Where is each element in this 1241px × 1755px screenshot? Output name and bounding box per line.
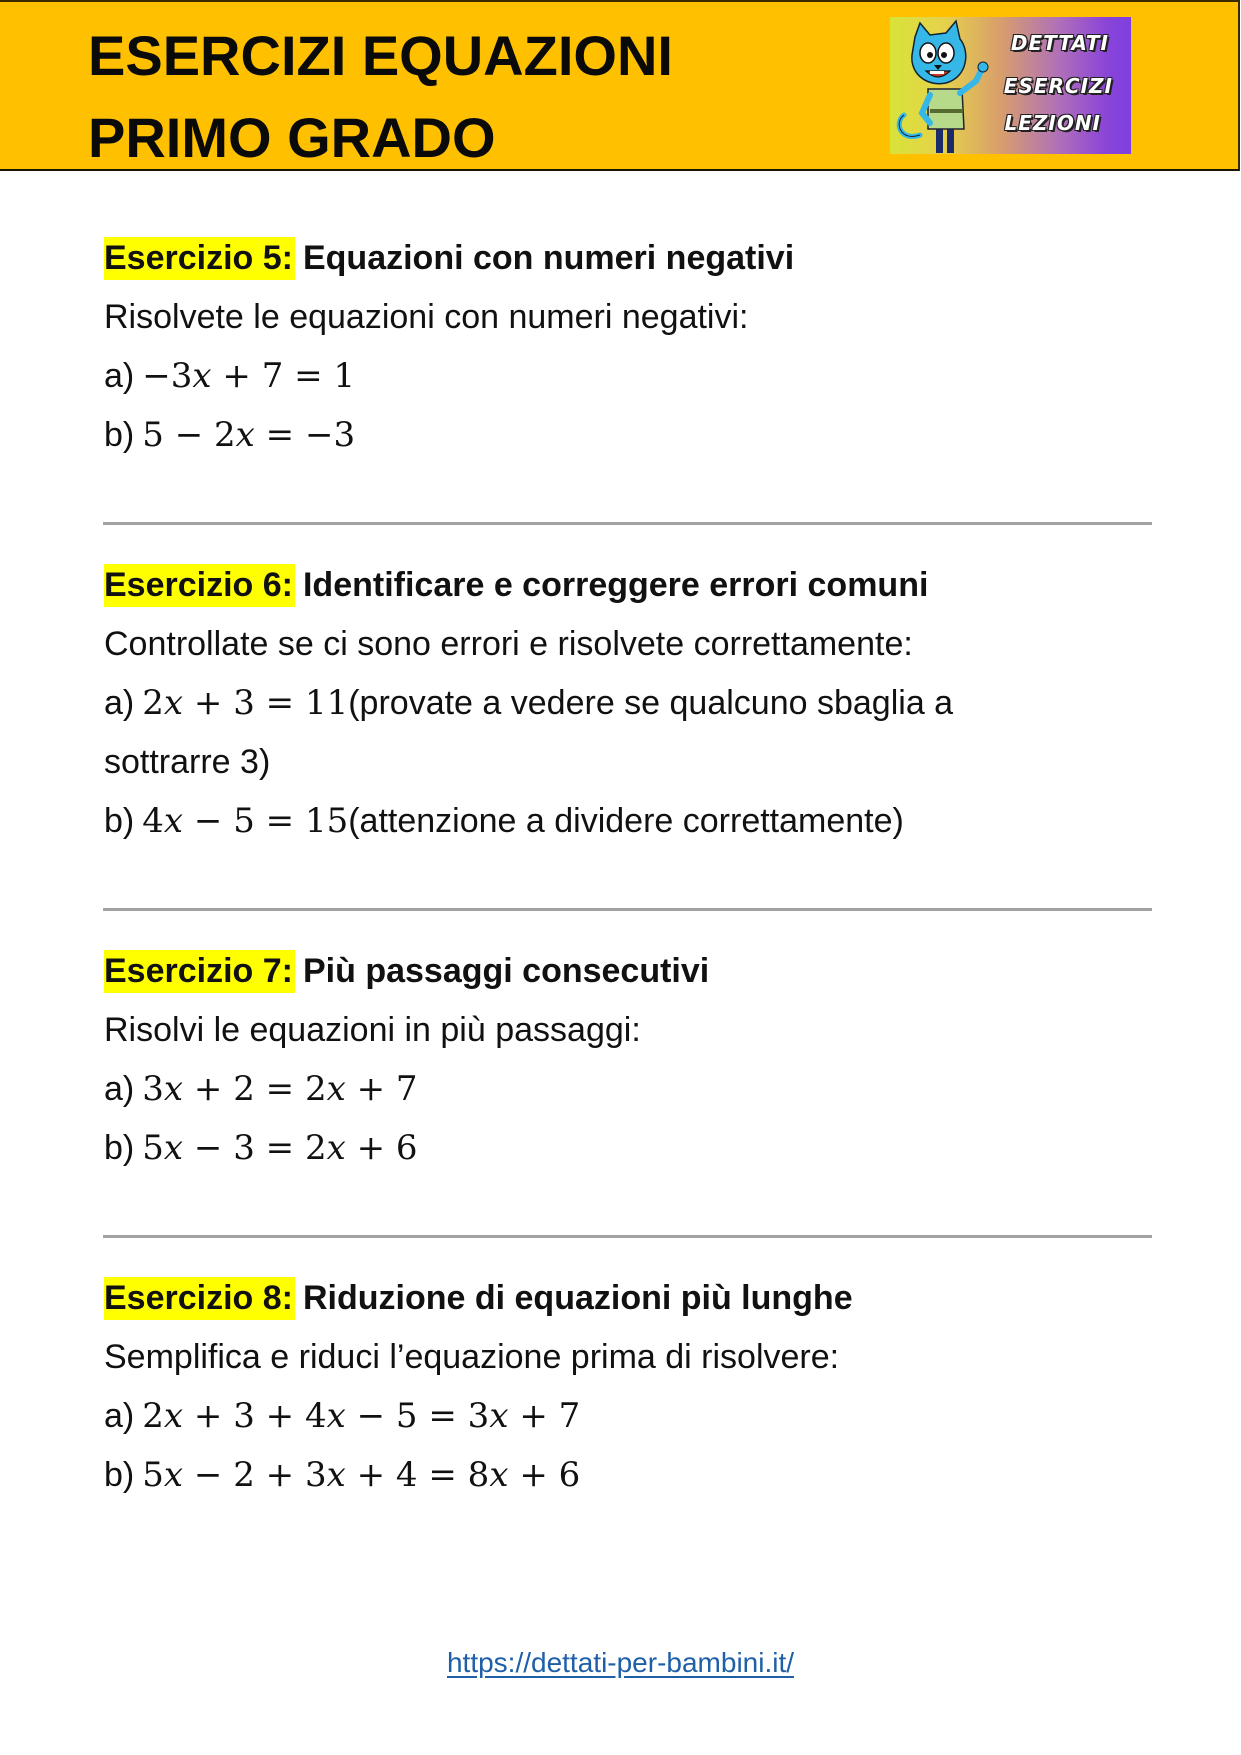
exercise-title: Identificare e correggere errori comuni	[302, 566, 929, 604]
exercise-heading	[104, 942, 1164, 1001]
variable-x: x	[163, 1396, 184, 1436]
section-divider	[103, 908, 1152, 911]
variable-x: x	[489, 1396, 509, 1436]
exercise-title: Più passaggi consecutivi	[302, 952, 710, 990]
section-divider	[103, 1235, 1152, 1238]
item-note-continued: sottrarre 3)	[104, 743, 271, 781]
item-letter: a)	[104, 1070, 135, 1108]
variable-x: x	[163, 1455, 184, 1495]
exercise-label: Esercizio 5:	[104, 237, 295, 280]
item-note: (attenzione a dividere correttamente)	[348, 802, 904, 840]
variable-x: x	[489, 1455, 509, 1495]
variable-x: x	[163, 1128, 184, 1168]
item-letter: a)	[104, 684, 135, 722]
page-header	[0, 0, 1240, 171]
header-title-line-2: PRIMO GRADO	[88, 106, 496, 169]
exercise-item	[104, 347, 1164, 406]
variable-x: x	[326, 1455, 346, 1495]
item-letter: b)	[104, 1456, 135, 1494]
item-note: (provate a vedere se qualcuno sbaglia a	[348, 684, 954, 722]
equation: 2x + 3 = 11	[142, 683, 349, 723]
exercise-heading	[104, 1269, 1164, 1328]
exercise-label: Esercizio 6:	[104, 564, 295, 607]
exercise-instruction: Risolvete le equazioni con numeri negativi:	[104, 298, 749, 336]
header-title-line-1: ESERCIZI EQUAZIONI	[88, 24, 673, 87]
site-logo	[890, 17, 1131, 154]
variable-x: x	[163, 683, 184, 723]
item-letter: a)	[104, 357, 135, 395]
logo-word-lezioni: LEZIONI	[1004, 111, 1101, 135]
item-letter: b)	[104, 802, 135, 840]
exercise-label: Esercizio 7:	[104, 950, 295, 993]
exercise-item	[104, 1060, 1164, 1119]
exercise-6	[104, 556, 1164, 851]
footer	[0, 1647, 1241, 1679]
item-letter: b)	[104, 416, 135, 454]
equation: 3x + 2 = 2x + 7	[142, 1069, 418, 1109]
exercise-title: Riduzione di equazioni più lunghe	[302, 1279, 853, 1317]
logo-word-esercizi: ESERCIZI	[1003, 74, 1113, 98]
exercise-item	[104, 674, 1164, 733]
variable-x: x	[326, 1069, 346, 1109]
equation: −3x + 7 = 1	[142, 356, 356, 396]
exercise-item	[104, 1446, 1164, 1505]
equation: 4x − 5 = 15	[142, 801, 349, 841]
variable-x: x	[235, 415, 255, 455]
equation: 5 − 2x = −3	[142, 415, 356, 455]
cat-mascot-icon	[890, 17, 1000, 154]
variable-x: x	[326, 1128, 346, 1168]
exercise-item	[104, 792, 1164, 851]
exercise-5	[104, 229, 1164, 465]
exercise-item	[104, 1387, 1164, 1446]
exercise-item	[104, 1119, 1164, 1178]
exercise-label: Esercizio 8:	[104, 1277, 295, 1320]
equation: 5x − 3 = 2x + 6	[142, 1128, 418, 1168]
variable-x: x	[163, 801, 184, 841]
logo-word-dettati: DETTATI	[1010, 31, 1109, 55]
item-letter: a)	[104, 1397, 135, 1435]
exercise-instruction: Controllate se ci sono errori e risolvete correttamente:	[104, 625, 913, 663]
equation: 5x − 2 + 3x + 4 = 8x + 6	[142, 1455, 581, 1495]
equation: 2x + 3 + 4x − 5 = 3x + 7	[142, 1396, 581, 1436]
section-divider	[103, 522, 1152, 525]
exercise-heading	[104, 556, 1164, 615]
exercise-heading	[104, 229, 1164, 288]
variable-x: x	[326, 1396, 346, 1436]
exercise-7	[104, 942, 1164, 1178]
exercise-item	[104, 406, 1164, 465]
variable-x: x	[192, 356, 212, 396]
exercise-instruction: Risolvi le equazioni in più passaggi:	[104, 1011, 641, 1049]
exercise-title: Equazioni con numeri negativi	[302, 239, 795, 277]
item-letter: b)	[104, 1129, 135, 1167]
variable-x: x	[163, 1069, 184, 1109]
exercise-instruction: Semplifica e riduci l’equazione prima di risolvere:	[104, 1338, 840, 1376]
exercise-8	[104, 1269, 1164, 1505]
website-link[interactable]: https://dettati-per-bambini.it/	[446, 1647, 795, 1678]
